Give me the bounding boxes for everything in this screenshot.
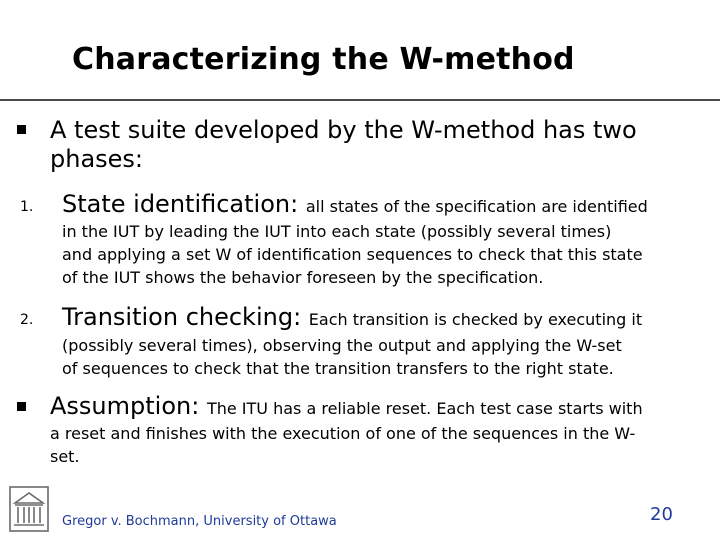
item-heading-line xyxy=(62,189,648,222)
assumption-lead: The ITU has a reliable reset. Each test case starts with xyxy=(206,399,643,418)
item-heading: Transition checking: xyxy=(62,303,302,331)
item-lead: Each transition is checked by executing it xyxy=(308,310,643,329)
square-bullet-icon xyxy=(17,125,26,134)
item-line: of the IUT shows the behavior foreseen by the specification. xyxy=(62,268,544,287)
item-number: 1. xyxy=(20,199,34,215)
item-heading-line xyxy=(62,302,642,335)
page-number: 20 xyxy=(650,504,673,525)
assumption-heading-line xyxy=(50,391,643,424)
intro-line-1: A test suite developed by the W-method has two xyxy=(50,116,637,144)
item-lead: all states of the specification are identified xyxy=(305,197,648,216)
square-bullet-icon xyxy=(17,402,26,411)
slide-title: Characterizing the W-method xyxy=(72,42,575,77)
footer-credit: Gregor v. Bochmann, University of Ottawa xyxy=(62,514,337,529)
item-line: and applying a set W of identification sequences to check that this state xyxy=(62,245,643,264)
item-line: in the IUT by leading the IUT into each state (possibly several times) xyxy=(62,222,612,241)
item-line: of sequences to check that the transition transfers to the right state. xyxy=(62,359,614,378)
assumption-line: a reset and finishes with the execution of one of the sequences in the W- xyxy=(50,424,636,443)
title-divider xyxy=(0,99,720,101)
assumption-heading: Assumption: xyxy=(50,392,200,420)
assumption-line: set. xyxy=(50,447,80,466)
item-heading: State identification: xyxy=(62,190,299,218)
university-building-icon xyxy=(8,485,50,533)
intro-line-2: phases: xyxy=(50,145,144,173)
item-number: 2. xyxy=(20,312,34,328)
item-line: (possibly several times), observing the output and applying the W-set xyxy=(62,336,622,355)
